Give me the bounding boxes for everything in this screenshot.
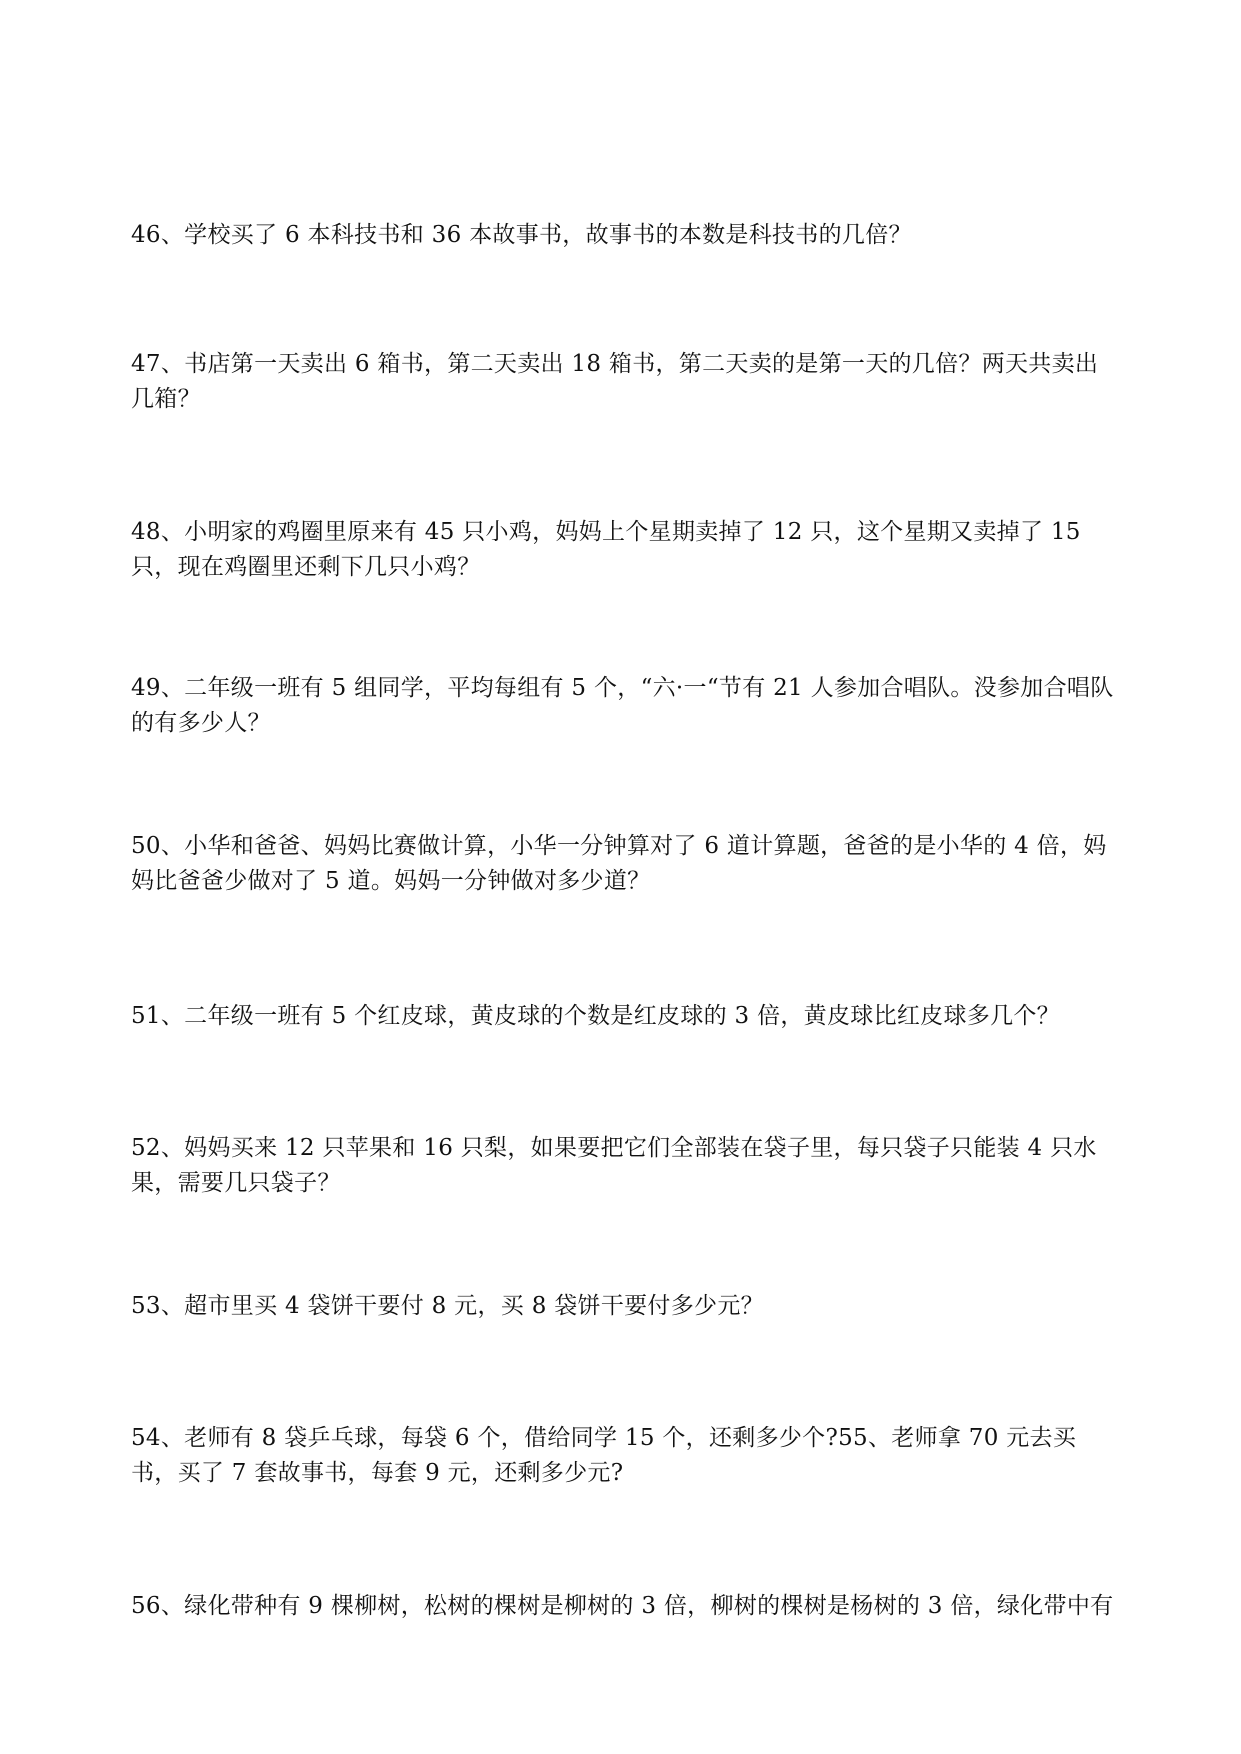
problem-47: 47、书店第一天卖出 6 箱书，第二天卖出 18 箱书，第二天卖的是第一天的几倍？两天共卖出几箱？	[131, 351, 1099, 412]
problem-51: 51、二年级一班有 5 个红皮球，黄皮球的个数是红皮球的 3 倍，黄皮球比红皮球多几个？	[131, 1003, 1060, 1029]
problem-46: 46、学校买了 6 本科技书和 36 本故事书，故事书的本数是科技书的几倍？	[131, 222, 912, 248]
problem-50: 50、小华和爸爸、妈妈比赛做计算，小华一分钟算对了 6 道计算题，爸爸的是小华的 4 倍，妈妈比爸爸少做对了 5 道。妈妈一分钟做对多少道？	[131, 833, 1107, 894]
problem-54-55: 54、老师有 8 袋乒乓球，每袋 6 个，借给同学 15 个，还剩多少个?55、老师拿 70 元去买书，买了 7 套故事书，每套 9 元，还剩多少元?	[131, 1425, 1077, 1486]
problem-52: 52、妈妈买来 12 只苹果和 16 只梨，如果要把它们全部装在袋子里，每只袋子只能装 4 只水果，需要几只袋子？	[131, 1135, 1097, 1196]
problem-53: 53、超市里买 4 袋饼干要付 8 元，买 8 袋饼干要付多少元？	[131, 1293, 764, 1319]
problem-48: 48、小明家的鸡圈里原来有 45 只小鸡，妈妈上个星期卖掉了 12 只，这个星期又卖掉了 15 只，现在鸡圈里还剩下几只小鸡？	[131, 519, 1081, 580]
problem-56: 56、绿化带种有 9 棵柳树，松树的棵树是柳树的 3 倍，柳树的棵树是杨树的 3 倍，绿化带中有	[131, 1593, 1114, 1619]
problem-49: 49、二年级一班有 5 组同学，平均每组有 5 个，“六·一“节有 21 人参加合唱队。没参加合唱队的有多少人？	[131, 675, 1114, 736]
